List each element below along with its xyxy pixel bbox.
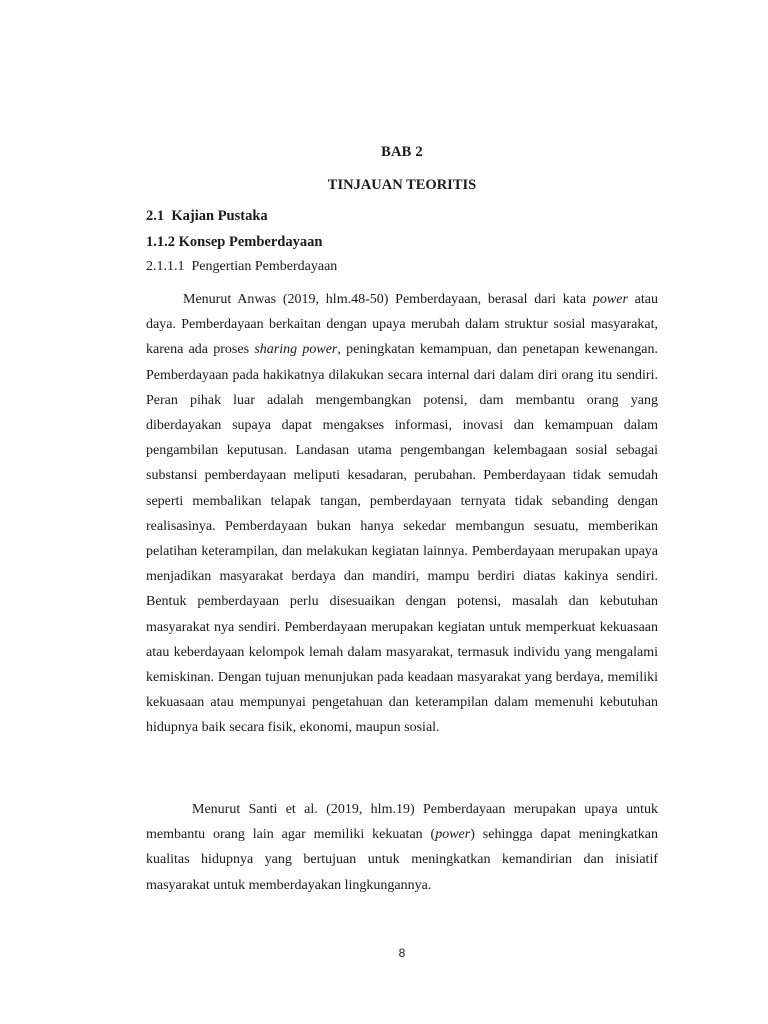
page-number: 8 bbox=[398, 946, 406, 960]
paragraph-text: ) sehingga dapat meningkatkan kualitas hidupnya yang bertujuan untuk meningkatkan kemandirian dan inisiatif masyarakat untuk memberdayakan lingkungannya. bbox=[146, 827, 658, 893]
paragraph-text: Menurut Santi et al. (2019, hlm.19) Pemberdayaan merupakan upaya untuk membantu orang lain agar memiliki kekuatan ( bbox=[146, 802, 658, 843]
paragraph-santi bbox=[146, 797, 658, 898]
chapter-label: BAB 2 bbox=[381, 144, 423, 160]
paragraph-text: Menurut Anwas (2019, hlm.48-50) Pemberdayaan, berasal dari kata bbox=[183, 292, 593, 307]
paragraph-anwas bbox=[146, 287, 658, 741]
chapter-title: TINJAUAN TEORITIS bbox=[327, 177, 477, 193]
italic-term: sharing power bbox=[254, 342, 338, 358]
paragraph-text: atau daya. Pemberdayaan berkaitan dengan upaya merubah dalam struktur sosial masyarakat, karena ada proses bbox=[146, 292, 658, 358]
paragraph-text: , peningkatan kemampuan, dan penetapan kewenangan. Pemberdayaan pada hakikatnya dilakukan secara internal dari dalam diri orang itu sendiri. Peran pihak luar adalah mengembangkan potensi, dam membantu orang yang diberdayakan supaya dapat mengakses informasi, inovasi dan kemampuan dalam pengambilan keputusan. Landasan utama pengembangan kelembagaan sosial sebagai substansi pemberdayaan meliputi kesadaran, perubahan. Pemberdayaan tidak semudah seperti membalikan telapak tangan, pemberdayaan ternyata tidak sebanding dengan realisasinya. Pemberdayaan bukan hanya sekedar membangun sesuatu, memberikan pelatihan keterampilan, dan melakukan kegiatan lainnya. Pemberdayaan merupakan upaya menjadikan masyarakat berdaya dan mandiri, mampu berdiri diatas kakinya sendiri. Bentuk pemberdayaan perlu disesuaikan dengan potensi, masalah dan kebutuhan masyarakat nya sendiri. Pemberdayaan merupakan kegiatan untuk memperkuat kekuasaan atau keberdayaan kelompok lemah dalam masyarakat, termasuk individu yang mengalami kemiskinan. Dengan tujuan menunjukan pada keadaan masyarakat yang berdaya, memiliki kekuasaan atau mempunyai pengetahuan dan keterampilan dalam memenuhi kebutuhan hidupnya baik secara fisik, ekonomi, maupun sosial. bbox=[146, 342, 658, 736]
italic-term: power bbox=[435, 827, 471, 843]
subsubsection-heading: 2.1.1.1 Pengertian Pemberdayaan bbox=[146, 259, 338, 274]
subsection-heading: 1.1.2 Konsep Pemberdayaan bbox=[146, 234, 323, 250]
section-heading: 2.1 Kajian Pustaka bbox=[146, 208, 268, 224]
italic-term: power bbox=[592, 292, 628, 307]
